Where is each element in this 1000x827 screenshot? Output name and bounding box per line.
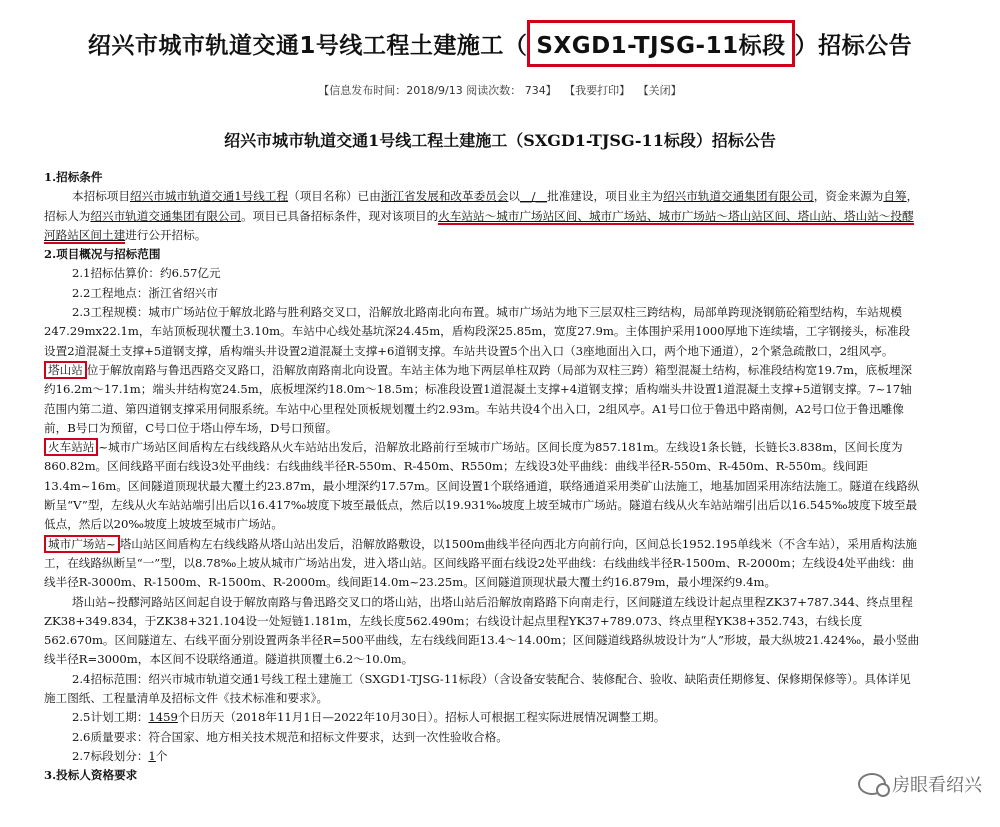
schedule: 2.5计划工期：1459个日历天（2018年11月1日—2022年10月30日）。招标人可根据工程实际进展情况调整工期。: [72, 710, 666, 725]
section-heading: 3.投标人资格要求: [44, 768, 138, 783]
watermark: 房眼看绍兴: [858, 771, 982, 797]
tender-scope: 2.4招标范围：绍兴市城市轨道交通1号线工程土建施工（SXGD1-TJSG-11标段）（含设备安装配合、装修配合、验收、缺陷责任期修复、保修期保修等）。具体详见施工图纸、工程量清单及招标文件《技术标准和要求》。: [44, 671, 911, 706]
tashan-station-highlight: 塔山站: [44, 361, 87, 379]
tashan-toulaohe-paragraph: 塔山站~投醪河路站区间起自设于解放南路与鲁迅路交叉口的塔山站，出塔山站后沿解放南路路下向南走行，区间隧道左线设计起点里程ZK37+787.344、终点里程ZK38+349.834，于ZK38+321.104设一处短链1.181m，左线长度562.490m；右线设计起点里程YK37+789.073、终点里程YK38+352.743，右线长度562.670m。区间隧道左、右线平面分别设置两条半径R=500平曲线，左右线线间距13.4～14.00m；区间隧道线路纵坡设计为“人”形坡，最大纵坡21.424‰，最小竖曲线半径R=3000m，本区间不设联络通道。隧道拱顶覆土6.2～10.0m。: [44, 594, 920, 667]
print-link[interactable]: 【我要打印】: [564, 84, 631, 97]
article-meta: [0, 82, 1000, 98]
chengshiguangchang-station-highlight: 城市广场站~: [44, 535, 120, 553]
location: 2.2工程地点：浙江省绍兴市: [72, 285, 218, 300]
page-title: 绍兴市城市轨道交通1号线工程土建施工（ SXGD1-TJSG-11标段 ）招标公告: [0, 20, 1000, 67]
tashan-paragraph: 塔山站 位于解放南路与鲁迅西路交叉路口，沿解放南路南北向设置。车站主体为地下两层单柱双跨（局部为双柱三跨）箱型混凝土结构，标准段结构宽19.7m，底板埋深约16.2m～17.1m；端头井结构宽24.5m，底板埋深约18.0m～18.5m；标准段设置1道混凝土支撑+4道钢支撑；盾构端头井设置1道混凝土支撑+5道钢支撑。7~17轴范围内第二道、第四道钢支撑采用伺服系统。车站中心里程处顶板规划覆土约2.93m。车站共设4个出入口，2组风亭。A1号口位于鲁迅中路南侧，A2号口位于鲁迅雕像前，B号口为预留，C号口位于塔山停车场，D号口预留。: [44, 362, 912, 435]
quality: 2.6质量要求：符合国家、地方相关技术规范和招标文件要求，达到一次性验收合格。: [72, 729, 508, 744]
notice-title: 绍兴市城市轨道交通1号线工程土建施工（SXGD1-TJSG-11标段）招标公告: [224, 131, 776, 150]
close-link[interactable]: 【关闭】: [637, 84, 682, 97]
scale-paragraph: 2.3工程规模：城市广场站位于解放北路与胜利路交叉口，沿解放北路南北向布置。城市广场站为地下三层双柱三跨结构，局部单跨现浇钢筋砼箱型结构，车站规模247.29mx22.1m，车站顶板现状覆土3.10m。车站中心线处基坑深24.45m，盾构段深25.85m，宽度27.9m。主体围护采用1000厚地下连续墙，工字钢接头，标准段设置2道混凝土支撑+5道钢支撑，盾构端头井设置2道混凝土支撑+6道钢支撑。车站共设置5个出入口（3座地面出入口，两个地下通道），2个紧急疏散口，2组风亭。: [44, 305, 911, 358]
section-heading: 1.招标条件: [44, 170, 103, 184]
tender-code-highlight: SXGD1-TJSG-11标段: [527, 20, 794, 67]
notice-body: [44, 168, 920, 786]
huochezhan-paragraph: 火车站站 ~城市广场站区间盾构左右线线路从火车站站出发后，沿解放北路前行至城市广场站。区间长度为857.181m。左线设1条长链，长链长3.838m，区间长度为860.82m。区间线路平面右线设3处平曲线：右线曲线半径R-550m、R-450m、R550m；左线设3处平曲线：曲线半径R-550m、R-450m、R-550m。线间距13.4m~16m。区间隧道顶现状最大覆土约23.87m，最小埋深约17.57m。区间设置1个联络通道，联络通道采用类矿山法施工，地基加固采用冻结法施工。隧道在线路纵断呈“V”型，左线从火车站站端引出后以16.417‰坡度下坡至最低点，然后以19.931‰坡度上坡至城市广场站。隧道右线从火车站站端引出后以16.545‰坡度下坡至最低点，然后以20‰坡度上坡坡至城市广场站。: [44, 440, 920, 532]
publish-info: 【信息发布时间：2018/9/13 阅读次数： 734】: [318, 84, 557, 97]
section-heading: 2.项目概况与招标范围: [44, 247, 161, 262]
lot-division: 2.7标段划分：1个: [72, 748, 168, 763]
estimate: 2.1招标估算价：约6.57亿元: [72, 266, 221, 281]
huochezhan-station-highlight: 火车站站: [44, 438, 98, 456]
chengshiguangchang-paragraph: 城市广场站~ 塔山站区间盾构左右线线路从塔山站出发后，沿解放路敷设，以1500m曲线半径向西北方向前行向，区间总长1952.195单线米（不含车站），采用盾构法施工，在线路纵断呈“一”型，以8.78‰上坡从城市广场站出发，进入塔山站。区间线路平面右线设2处平曲线：右线曲线半径R-1500m、R-2000m；左线设4处平曲线：曲线半径R-3000m、R-1500m、R-1500m、R-2000m。线间距14.0m~23.25m。区间隧道顶现状最大覆土约16.879m，最小埋深约9.4m。: [44, 536, 917, 590]
scope-highlight: 火车站站～城市广场站区间、城市广场站、城市广场站～塔山站区间、塔山站、塔山站～投醪河路站区间土建: [44, 208, 914, 242]
tender-conditions: 本招标项目绍兴市城市轨道交通1号线工程（项目名称）已由浙江省发展和改革委员会以__/__批准建设，项目业主为绍兴市轨道交通集团有限公司，资金来源为自筹，招标人为绍兴市轨道交通集团有限公司。项目已具备招标条件，现对该项目的火车站站～城市广场站区间、城市广场站、城市广场站～塔山站区间、塔山站、塔山站～投醪河路站区间土建进行公开招标。: [44, 189, 919, 242]
wechat-icon: [858, 773, 886, 795]
